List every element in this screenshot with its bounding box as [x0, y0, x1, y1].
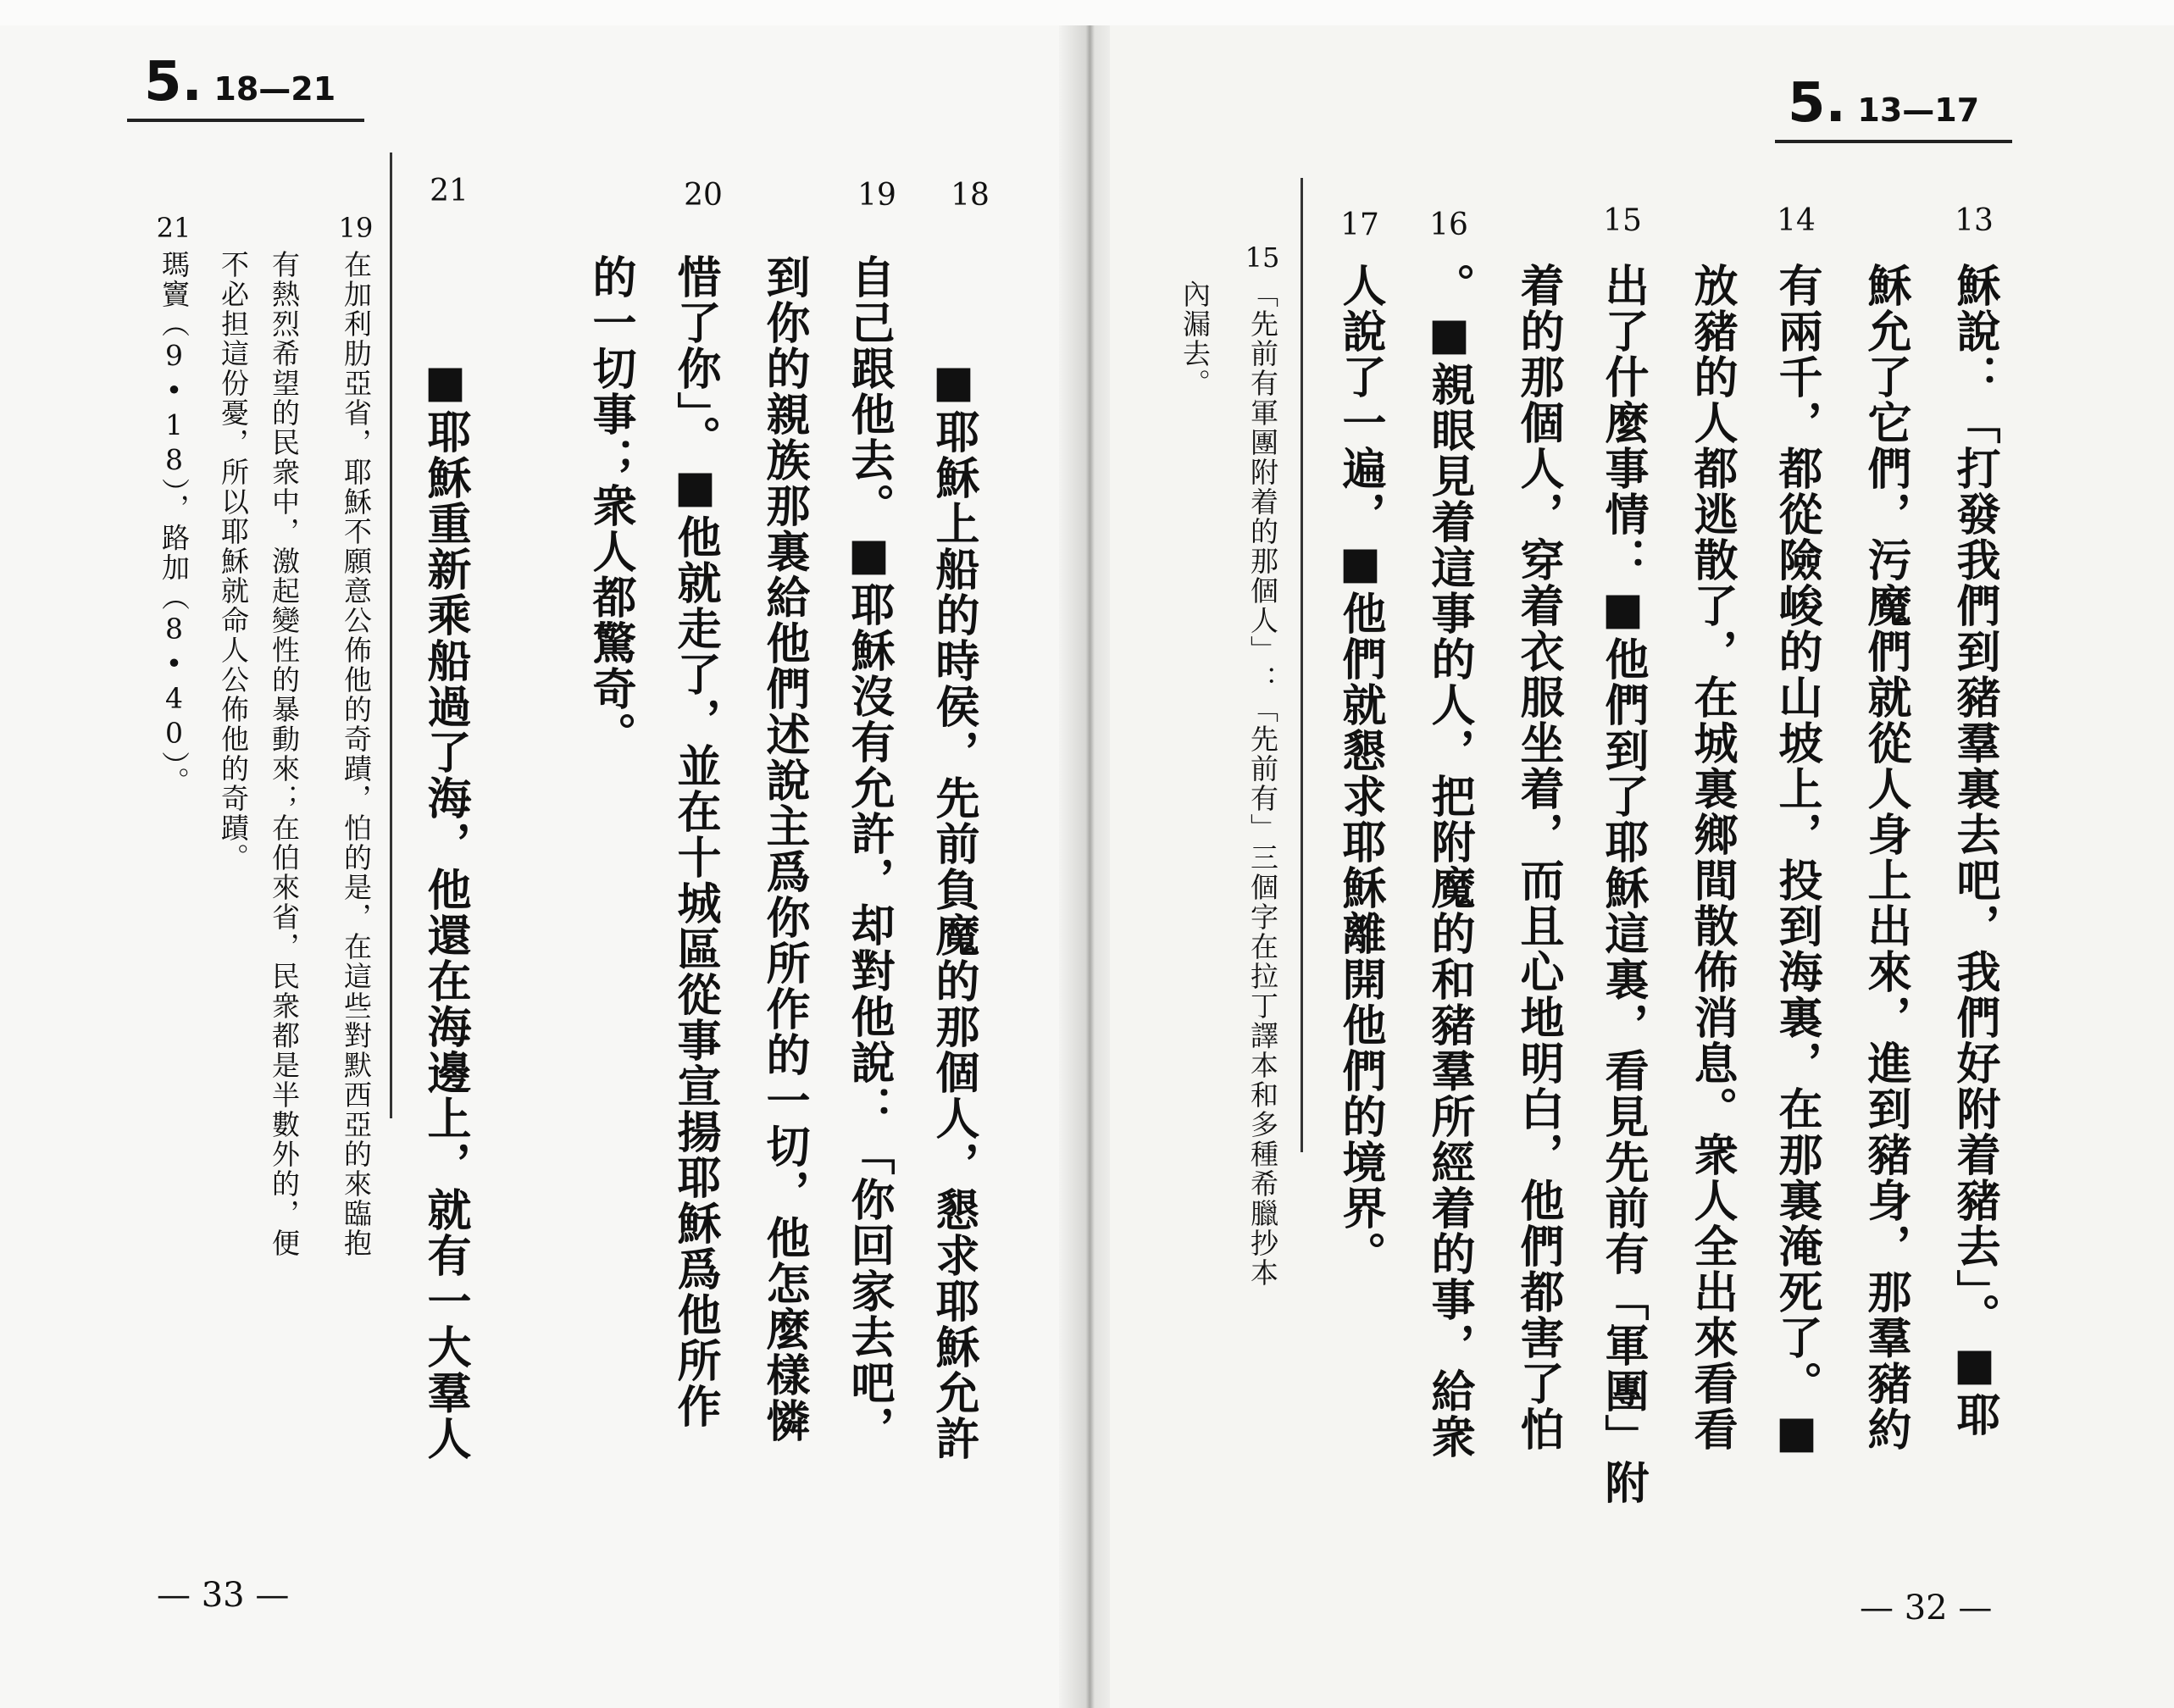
right-header-verses: 13—17 [1857, 92, 1980, 129]
verse-number-17: 17 [1340, 208, 1379, 242]
right-text-column-7: 。■親眼見着這事的人，把附魔的和豬羣所經着的事，給衆 [1423, 263, 1475, 1460]
verse-number-14: 14 [1777, 203, 1816, 238]
right-footnote-separator [1301, 178, 1303, 1152]
footnote-15-line-1: 「先前有軍團附着的那個人」：「先前有」三個字在拉丁譯本和多種希臘抄本 [1246, 280, 1279, 1288]
footnote-15-line-2: 內漏去。 [1179, 280, 1212, 398]
right-text-column-8: 人說了一遍，■他們就懇求耶穌離開他們的境界。 [1334, 263, 1386, 1277]
verse-number-20: 20 [684, 178, 723, 213]
footnote-19-line-1: 在加利肋亞省，耶穌不願意公佈他的奇蹟，怕的是，在這些對默西亞的來臨抱 [340, 250, 373, 1258]
left-text-column-4: 惜了你」。■他就走了，並在十城區從事宣揚耶穌爲他所作 [669, 254, 721, 1429]
left-text-column-2: 自己跟他去。■耶穌沒有允許，却對他說：「你回家去吧， [843, 254, 895, 1451]
left-text-column-3: 到你的親族那裏給他們述說主爲你所作的一切，他怎麼樣憐 [758, 254, 810, 1444]
verse-number-18: 18 [951, 178, 990, 213]
footnote-label-21: 21 [156, 212, 191, 244]
left-text-column-5: 的一切事；衆人都驚奇。 [585, 254, 636, 757]
left-text-column-1: ■耶穌上船的時侯，先前負魔的那個人，懇求耶穌允許 [928, 356, 979, 1461]
left-page-number: — 33 — [157, 1576, 290, 1615]
verse-number-19: 19 [857, 178, 896, 213]
verse-number-16: 16 [1429, 208, 1468, 242]
right-text-column-3: 有兩千，都從險峻的山坡上，投到海裏，在那裏淹死了。■ [1771, 263, 1822, 1460]
right-text-column-1: 穌說：「打發我們到豬羣裏去吧，我們好附着豬去」。■耶 [1949, 263, 2000, 1438]
right-header [1788, 72, 1979, 140]
footnote-label-15: 15 [1245, 241, 1280, 274]
right-text-column-2: 穌允了它們，污魔們就從人身上出來，進到豬身，那羣豬約 [1860, 263, 1911, 1452]
verse-number-21: 21 [430, 174, 469, 208]
footnote-21-line: 瑪竇（9•18），路加（8•40）。 [158, 250, 191, 796]
right-page-number: — 32 — [1860, 1589, 1993, 1628]
left-text-column-6: ■耶穌重新乘船過了海，他還在海邊上，就有一大羣人 [419, 356, 471, 1461]
left-header-verses: 18—21 [214, 70, 336, 108]
footnote-label-19: 19 [338, 212, 374, 244]
left-header-chapter: 5. [144, 51, 202, 114]
left-footnote-separator [390, 152, 392, 1118]
verse-number-13: 13 [1955, 203, 1994, 238]
left-header-rule [127, 119, 364, 122]
right-text-column-4: 放豬的人都逃散了，在城裏鄉間散佈消息。衆人全出來看看 [1686, 263, 1738, 1452]
left-header [144, 51, 336, 119]
footnote-19-line-2: 有熱烈希望的民衆中，激起變性的暴動來；在伯來省，民衆都是半數外的，便 [268, 250, 301, 1258]
right-header-rule [1775, 140, 2012, 143]
right-header-chapter: 5. [1788, 72, 1846, 135]
verse-number-15: 15 [1603, 203, 1642, 238]
right-text-column-6: 着的那個人，穿着衣服坐着，而且心地明白，他們都害了怕 [1512, 263, 1564, 1452]
footnote-19-line-3: 不必担這份憂，所以耶穌就命人公佈他的奇蹟。 [217, 250, 250, 873]
right-text-column-5: 出了什麼事情：■他們到了耶穌這裏，看見先前有「軍團」附 [1597, 263, 1649, 1506]
